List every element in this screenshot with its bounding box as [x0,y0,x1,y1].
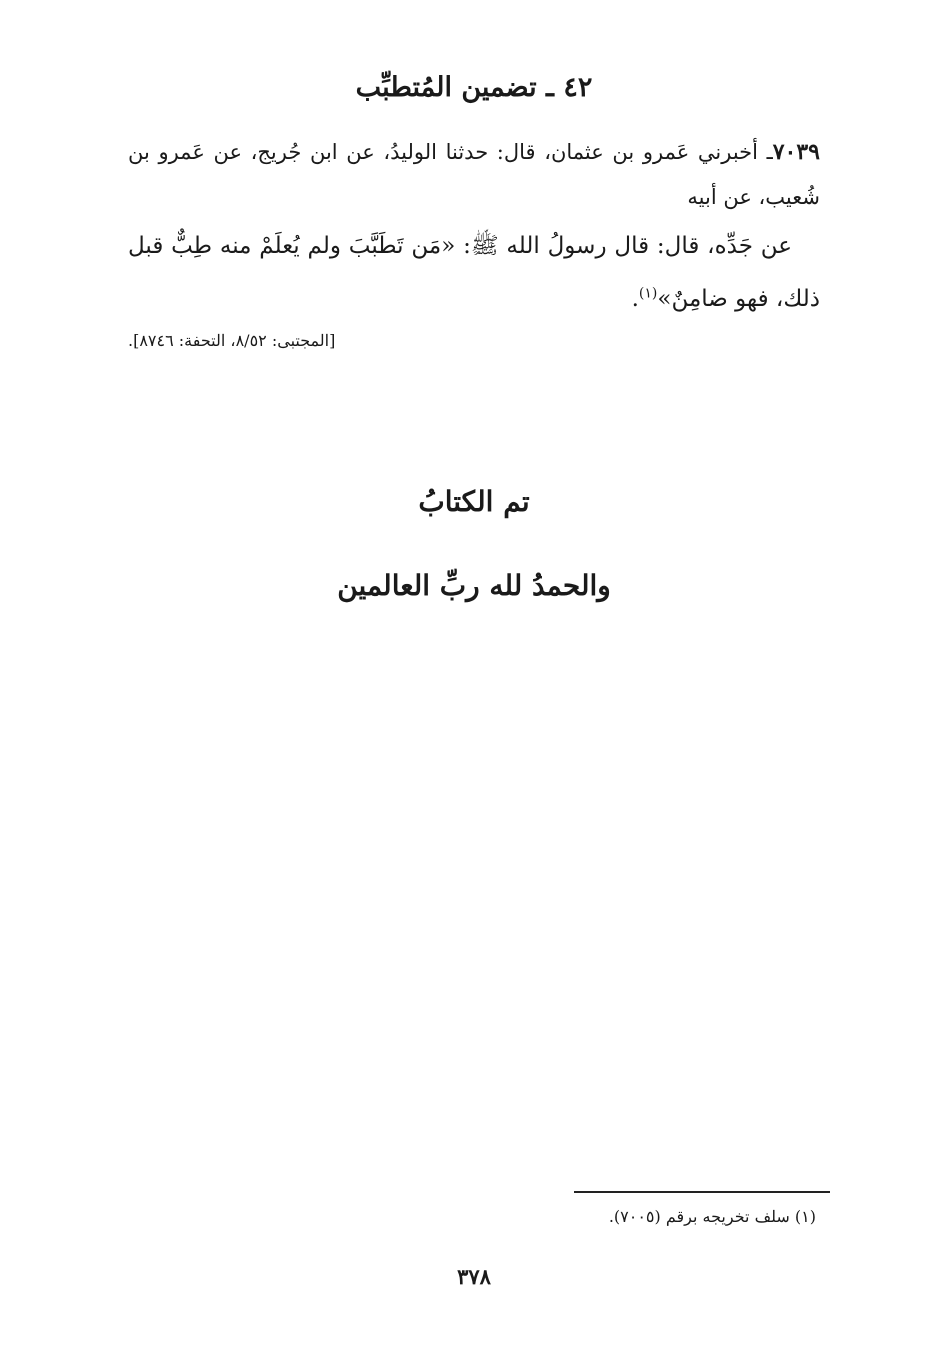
page-number: ٣٧٨ [457,1264,491,1289]
chapter-title: ٤٢ ـ تضمين المُتطبِّب [355,72,593,103]
footnote: (١) سلف تخريجه برقم (٧٠٠٥). [608,1207,816,1226]
hadith-matn-end: . [631,286,639,312]
source-reference [128,328,820,354]
hadith-matn [128,220,820,326]
hadith-matn-text: عن جَدِّه، قال: قال رسولُ الله ﷺ: «مَن تَطَبَّبَ ولم يُعلَمْ منه طِبٌّ قبل ذلك، فهو ضامِنٌ» [128,233,820,312]
closing-line-praise: والحمدُ لله ربِّ العالمين [337,569,611,602]
footnote-divider [574,1191,830,1193]
hadith-isnad [128,130,820,220]
closing-line-book-end: تم الكتابُ [418,485,530,518]
hadith-number: ٧٠٣٩ [772,139,820,165]
hadith-isnad-text: ـ أخبرني عَمرو بن عثمان، قال: حدثنا الوليدُ، عن ابن جُريج، عن عَمرو بن شُعيب، عن أبيه [128,140,820,209]
footnote-marker: (١) [638,285,658,302]
hadith-block [128,130,820,326]
source-reference-text: [المجتبى: ٨/٥٢، التحفة: ٨٧٤٦]. [128,331,336,350]
